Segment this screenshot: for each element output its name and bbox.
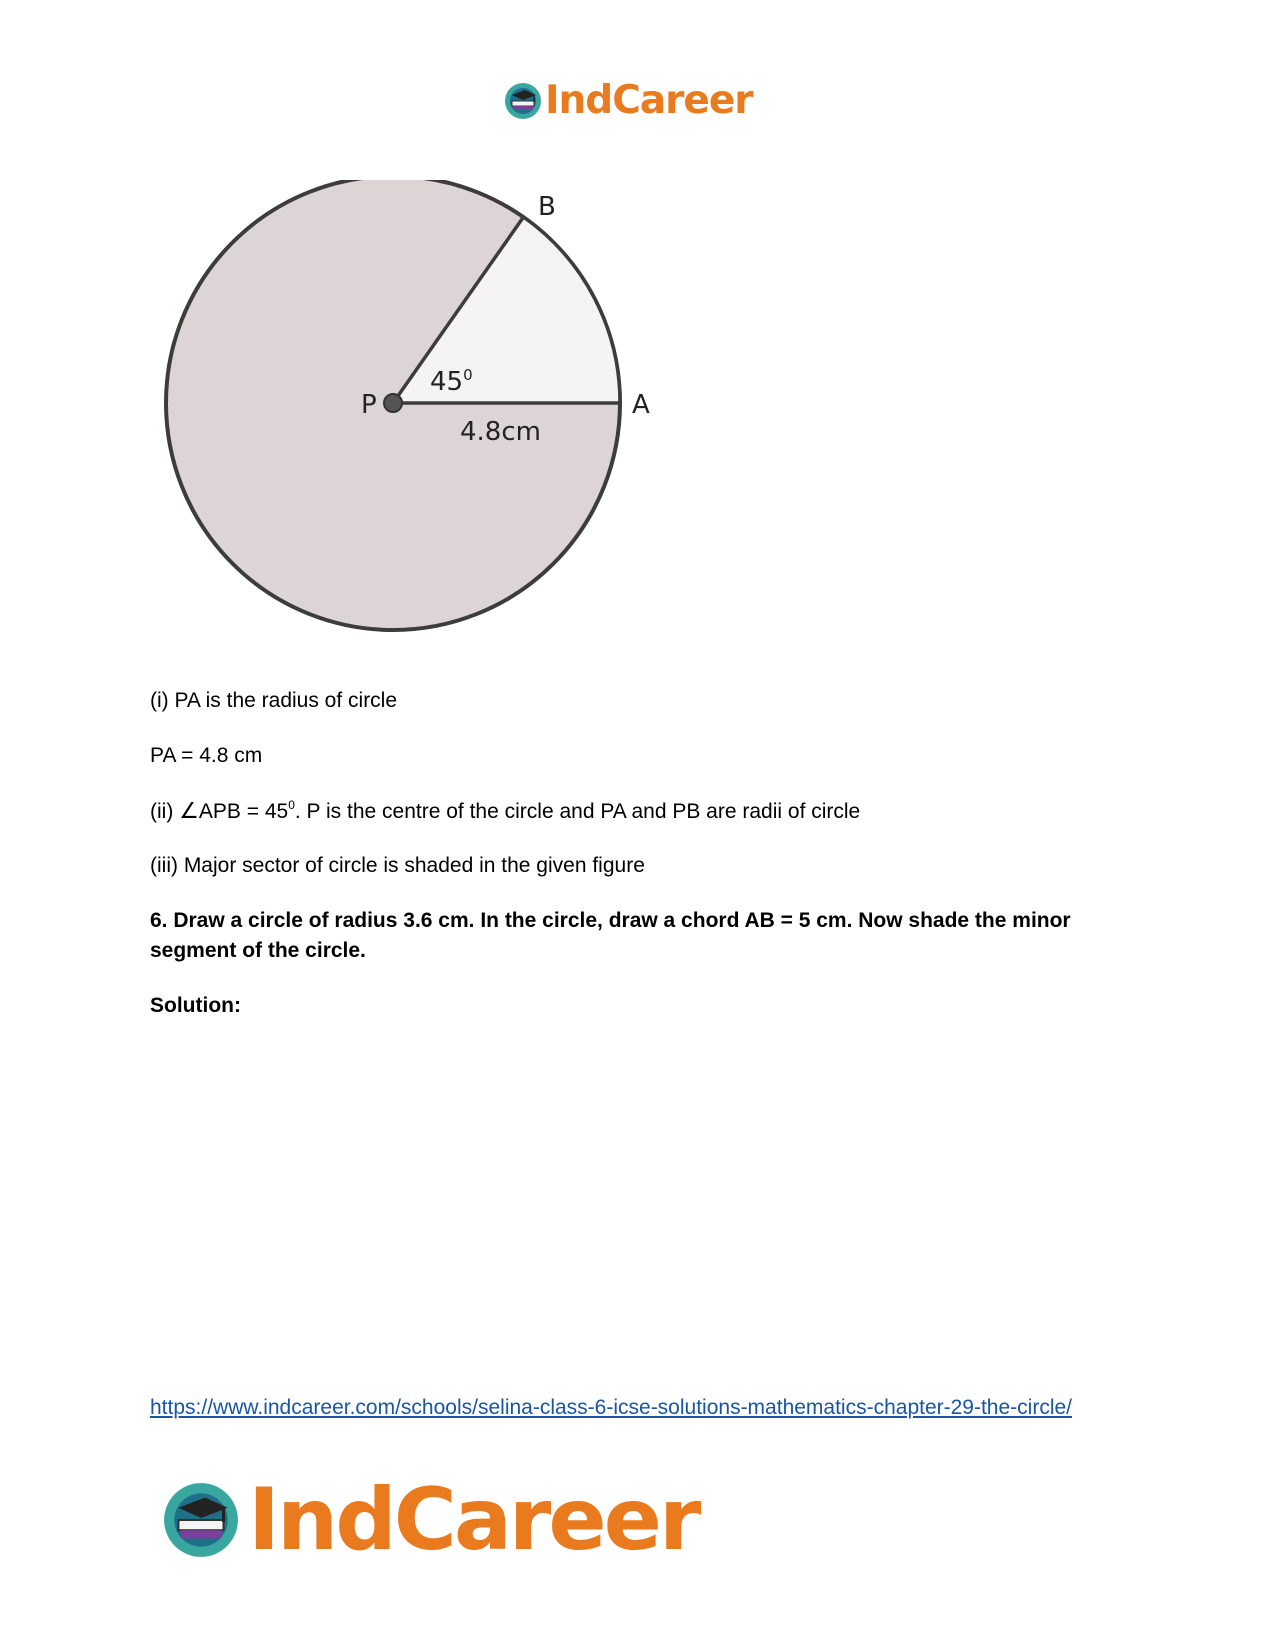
angle-label: $45^0$ [430,366,473,397]
graduation-book-icon [503,81,543,121]
question-6: 6. Draw a circle of radius 3.6 cm. In the circle, draw a chord AB = 5 cm. Now shade the minor segment of the circle. [150,909,1071,962]
solution-heading: Solution: [150,994,241,1017]
label-b: B [538,192,556,222]
center-point [384,394,402,412]
source-link[interactable]: https://www.indcareer.com/schools/selina-class-6-icse-solutions-mathematics-chapter-29-the-circle/ [150,1396,1073,1419]
answer-line-4: (iii) Major sector of circle is shaded in the given figure [150,854,645,877]
graduation-book-icon [160,1479,242,1561]
label-p: P [361,390,377,420]
answer-line-1: (i) PA is the radius of circle [150,689,398,712]
logo-text: IndCareer [545,78,753,123]
angle-symbol: ∠ [179,798,199,823]
logo-header [503,78,753,123]
label-a: A [632,390,650,420]
circle-sector-diagram [150,180,670,650]
answer-line-2: PA = 4.8 cm [150,744,263,767]
answer-line-3: (ii) ∠APB = $45^0$. P is the centre of the circle and PA and PB are radii of circle [150,798,861,823]
logo-footer [160,1470,698,1570]
logo-text: IndCareer [248,1470,699,1570]
radius-label: 4.8cm [460,417,541,447]
